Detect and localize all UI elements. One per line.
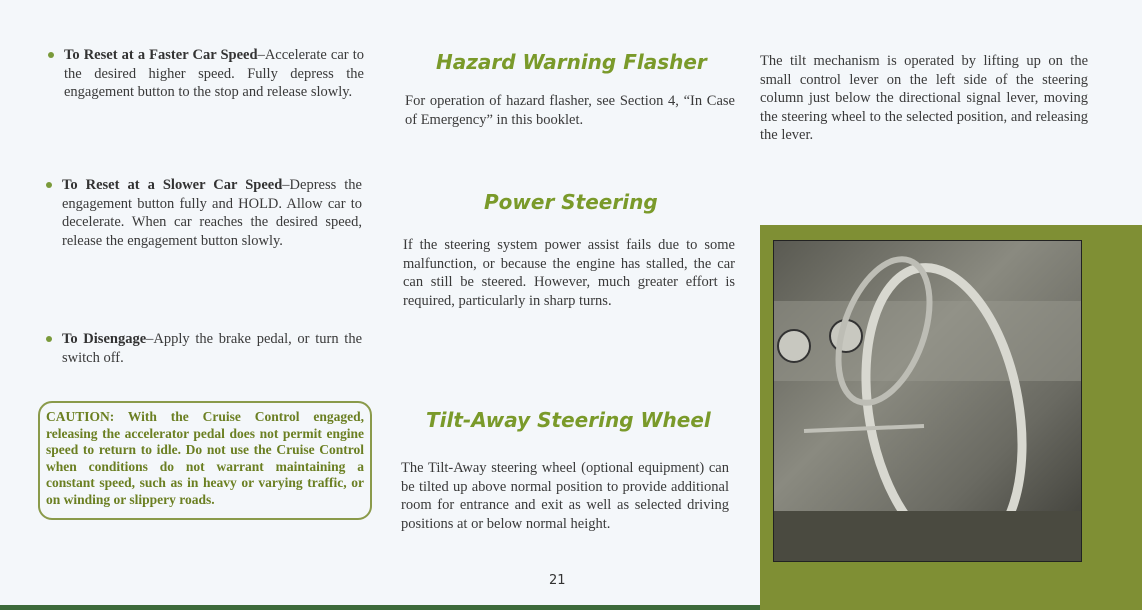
- bullet-text: –Depress the engagement button fully and HOLD. Allow car to decelerate. When car reaches the desired speed, release the engagement button slowly.: [62, 177, 362, 249]
- bullet-text: –Apply the brake pedal, or turn the switch off.: [62, 331, 363, 366]
- page-number: 21: [549, 573, 566, 588]
- steering-wheel-photo: [773, 240, 1082, 562]
- bullet-title: To Reset at a Faster Car Speed: [64, 47, 258, 63]
- bottom-edge: [0, 605, 760, 610]
- tilt-mechanism-text: The tilt mechanism is operated by lifting up on the small control lever on the left side of the steering column just below the directional signal lever, moving the steering wheel to the selected position, and releasing the lever.: [760, 53, 1088, 143]
- heading-hazard-warning-flasher: Hazard Warning Flasher: [436, 50, 707, 74]
- bullet-icon: [46, 182, 52, 188]
- bullet-icon: [48, 52, 54, 58]
- bullet-icon: [46, 336, 52, 342]
- bullet-faster-speed: [64, 46, 364, 102]
- tilt-away-text: The Tilt-Away steering wheel (optional equipment) can be tilted up above normal position to provide additional room for entrance and exit as well as selected driving positions at or below normal height.: [401, 460, 729, 532]
- heading-tilt-away-steering-wheel: Tilt-Away Steering Wheel: [426, 408, 711, 432]
- bullet-title: To Reset at a Slower Car Speed: [62, 177, 283, 193]
- hazard-text: For operation of hazard flasher, see Section 4, “In Case of Emergency” in this booklet.: [405, 93, 735, 128]
- power-steering-text: If the steering system power assist fails due to some malfunction, or because the engine has stalled, the car can still be steered. However, much greater effort is required, particularly in sharp turns.: [403, 237, 735, 309]
- bullet-disengage: [62, 330, 362, 367]
- bullet-text: –Accelerate car to the desired higher speed. Fully depress the engagement button to the stop and release slowly.: [64, 47, 364, 100]
- caution-box: CAUTION: With the Cruise Control engaged, releasing the accelerator pedal does not permit engine speed to return to idle. Do not use the Cruise Control when conditions do not warrant maintaining a constant speed, such as in heavy or varying traffic, or on winding or slippery roads.: [38, 401, 372, 520]
- bullet-title: To Disengage: [62, 331, 147, 347]
- bullet-slower-speed: [62, 176, 362, 250]
- heading-power-steering: Power Steering: [484, 190, 658, 214]
